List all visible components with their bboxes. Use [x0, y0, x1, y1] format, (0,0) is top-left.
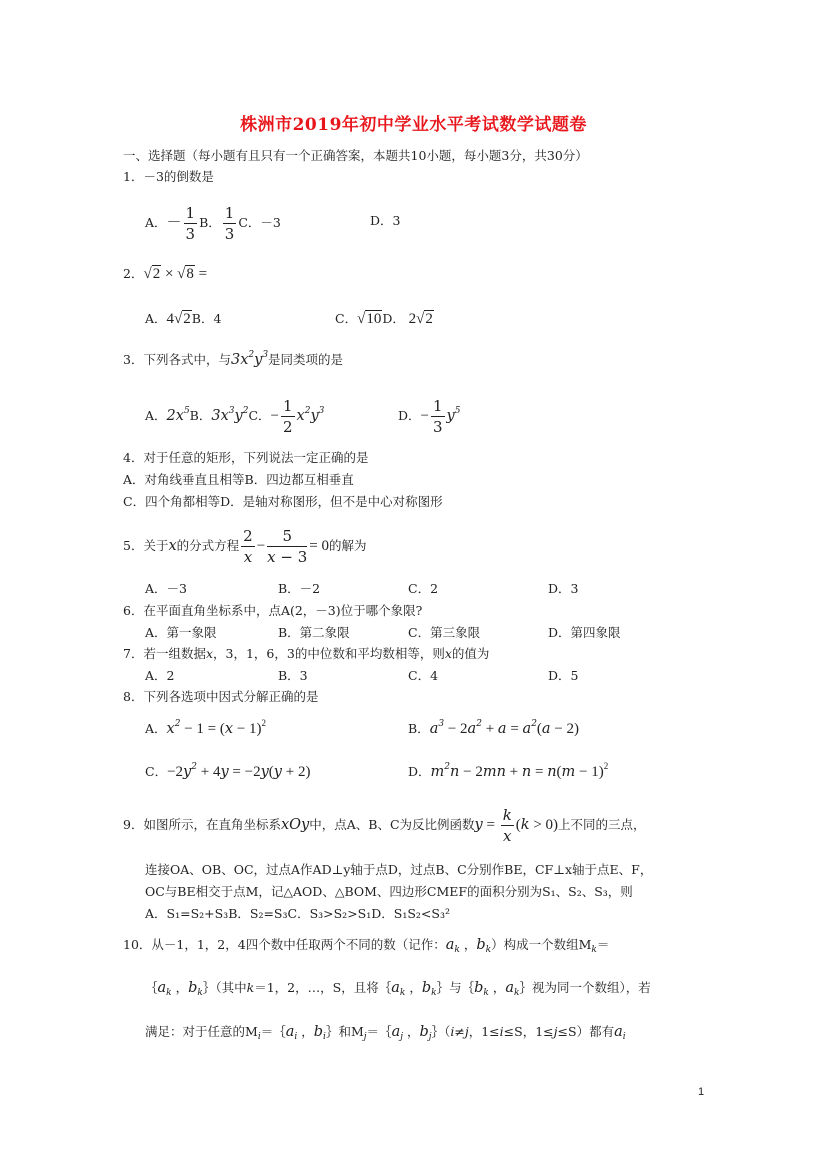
question-4-line2: C．四个角都相等D．是轴对称图形，但不是中心对称图形	[123, 494, 443, 509]
question-7-stem: 7．若一组数据x，3，1，6，3的中位数和平均数相等，则x的值为	[123, 646, 490, 661]
question-9-stem: 9．如图所示，在直角坐标系xOy中，点A、B、C为反比例函数y = $\frac{k}{x}$ (k > 0)上不同的三点，	[123, 806, 646, 845]
question-2-options-cd: C．√10D． 2√2	[335, 311, 433, 327]
q8-option-a: A．$x^2 - 1 = (x - 1)^2$	[145, 718, 267, 737]
question-1-options	[145, 201, 281, 245]
q8-option-b: B．$a^3 - 2a^2 + a = a^2(a - 2)$	[408, 719, 580, 737]
question-2-options: A．4√2B．4	[145, 311, 222, 327]
q7-option-a: A．2	[145, 668, 175, 683]
q8-option-c: C．$-2y^2 + 4y = -2y(y + 2)$	[145, 762, 311, 780]
q6-option-c: C．第三象限	[408, 625, 481, 640]
question-9-line2: 连接OA、OB、OC，过点A作AD⊥y轴于点D，过点B、C分别作BE，CF⊥x轴于点E、F，	[145, 862, 653, 877]
question-10-line1: 10．从－1，1，2，4四个数中任取两个不同的数（记作：$a_k$ ，$b_k$）构成一个数组$M_k=$	[123, 937, 610, 955]
question-4-line1: A．对角线垂直且相等B．四边都互相垂直	[123, 472, 354, 487]
option-a-label: A．	[145, 215, 167, 230]
question-10-line3: 满足：对于任意的$M_i=\{a_i$ ，$b_i\}$和$M_j=\{a_j$ ，$b_j\}(i\ne j$，1≤i≤S，1≤j≤S）都有$a_i$	[145, 1024, 626, 1042]
fraction-b: $\frac{1}{3}$	[224, 204, 235, 243]
q5-option-d: D．3	[548, 581, 579, 596]
q5-option-c: C．2	[408, 581, 439, 596]
question-3-options: A．$2x^5B$．$3x^3y^2C$．− $\frac{1}{2}$ $x^2y^3$	[145, 397, 325, 436]
question-1-stem: 1．－3的倒数是	[123, 169, 214, 184]
fraction-a: $\frac{1}{3}$	[185, 204, 196, 243]
q6-option-b: B．第二象限	[278, 625, 350, 640]
question-9-line4: A．S₁=S₂+S₃B．S₂=S₃C．S₃>S₂>S₁D．S₁S₂<S₃²	[145, 906, 450, 921]
question-9-line3: OC与BE相交于点M，记△AOD、△BOM、四边形CMEF的面积分别为S₁、S₂、S₃，则	[145, 884, 633, 899]
question-2-stem: 2．√2 × √8 =	[123, 266, 208, 282]
option-d: D．3	[370, 213, 401, 228]
q6-option-a: A．第一象限	[145, 625, 217, 640]
section-heading: 一、选择题（每小题有且只有一个正确答案，本题共10小题，每小题3分，共30分）	[123, 148, 588, 163]
question-10-line2: $\{a_k$ ，$b_k\}$（其中k＝1，2，…，S，且将$\{a_k$ ，$b_k\}$与$\{b_k$ ，$a_k\}$视为同一个数组），若	[145, 980, 651, 998]
question-3-stem: 3．下列各式中，与$3x^2y^3$是同类项的是	[123, 350, 344, 368]
q7-option-c: C．4	[408, 668, 439, 683]
q8-option-d: D．$m^2n - 2mn + n = n(m - 1)^2$	[408, 761, 609, 780]
question-5-stem: 5．关于x的分式方程 $\frac{2}{x}$ − $\frac{5}{x - 3}$ = 0的解为	[123, 527, 367, 566]
page-number: 1	[698, 1086, 705, 1098]
question-3-option-d: D．− $\frac{1}{3}$ $y^5$	[398, 397, 461, 436]
question-4-stem: 4．对于任意的矩形，下列说法一定正确的是	[123, 450, 369, 465]
question-6-stem: 6．在平面直角坐标系中，点A(2，－3)位于哪个象限?	[123, 603, 423, 618]
q7-option-d: D．5	[548, 668, 579, 683]
question-8-stem: 8．下列各选项中因式分解正确的是	[123, 689, 319, 704]
option-c: C．－3	[238, 215, 281, 230]
q5-option-a: A．－3	[145, 581, 187, 596]
q5-option-b: B．－2	[278, 581, 321, 596]
option-b-label: B．	[199, 215, 221, 230]
q7-option-b: B．3	[278, 668, 308, 683]
q6-option-d: D．第四象限	[548, 625, 621, 640]
page-title: 株洲市2019年初中学业水平考试数学试题卷	[240, 115, 587, 135]
minus-sign: －	[166, 215, 182, 231]
